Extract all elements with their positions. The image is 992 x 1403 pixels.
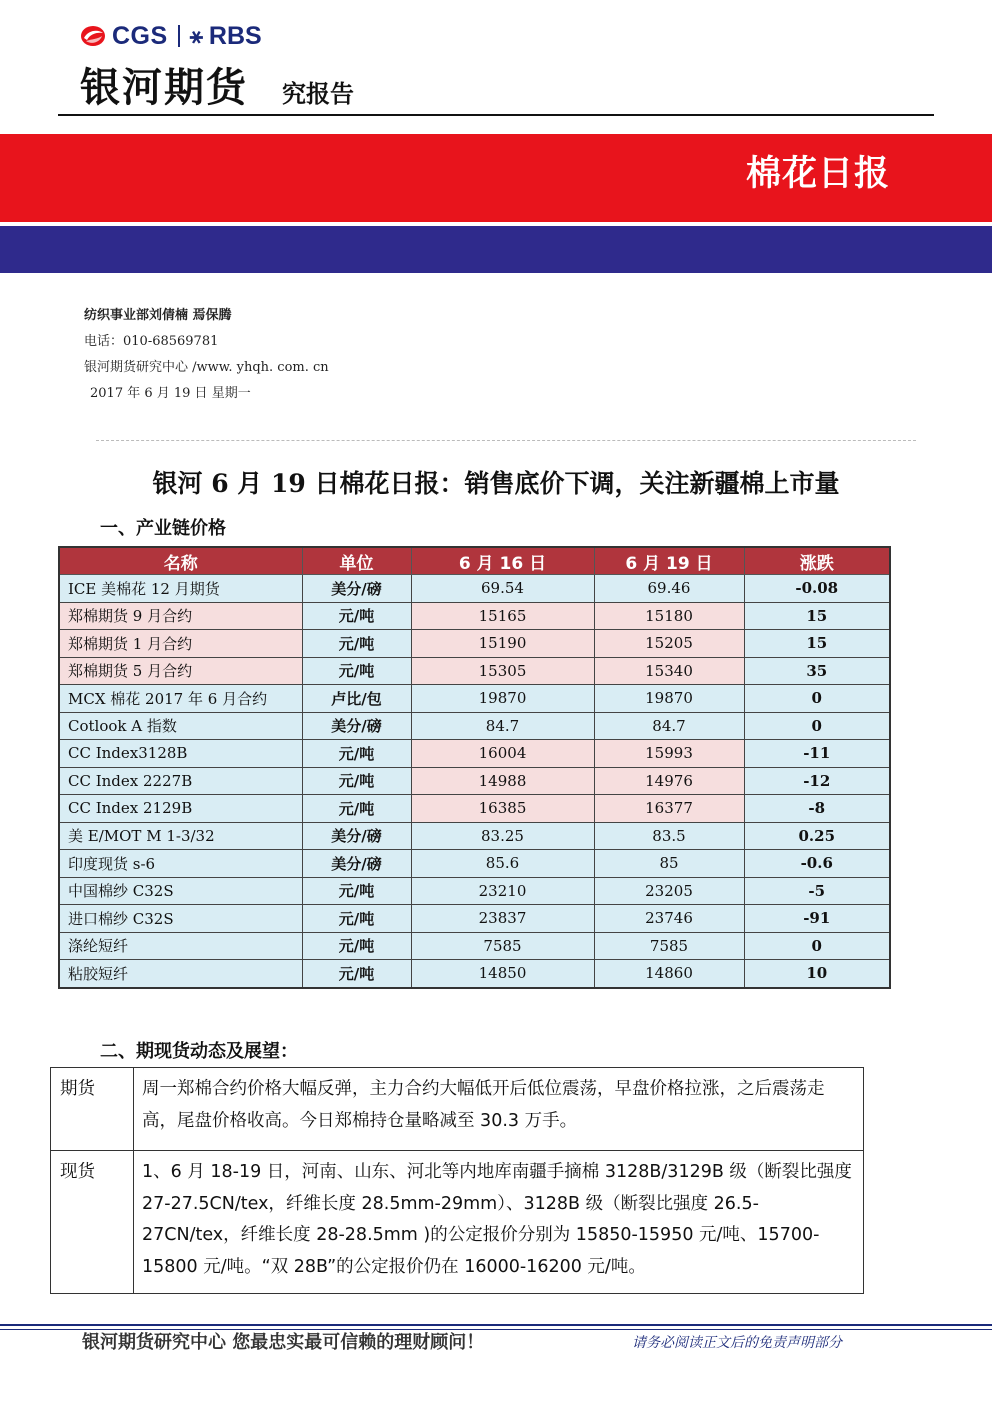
row-name: CC Index 2227B (59, 767, 302, 795)
price-row (59, 822, 890, 850)
row-name: 美 E/MOT M 1-3/32 (59, 822, 302, 850)
price-row (59, 767, 890, 795)
row-change: 15 (744, 630, 890, 658)
price-row (59, 602, 890, 630)
outlook-text: 1、6 月 18-19 日，河南、山东、河北等内地库南疆手摘棉 3128B/3129B 级（断裂比强度 27-27.5CN/tex，纤维长度 28.5mm-29mm）、3128B 级（断裂比强度 26.5-27CN/tex，纤维长度 28-28.5mm )的公定报价分别为 15850-15950 元/吨、15700-15800 元/吨。“双 28B”的公定报价仍在 16000-16200 元/吨。 (134, 1151, 864, 1294)
cgs-logo-icon (80, 25, 106, 47)
brand-name: 银河期货 (80, 65, 248, 111)
row-change: -5 (744, 877, 890, 905)
row-value-jun16: 14850 (411, 960, 594, 988)
author-department: 纺织事业部刘倩楠 焉保腾 (84, 308, 232, 323)
row-change: 15 (744, 602, 890, 630)
column-header-change: 涨跌 (744, 547, 890, 575)
row-value-jun16: 16385 (411, 795, 594, 823)
outlook-row-spot (51, 1151, 864, 1294)
price-row (59, 905, 890, 933)
row-name: CC Index 2129B (59, 795, 302, 823)
row-unit: 元/吨 (302, 767, 411, 795)
price-row (59, 932, 890, 960)
row-name: MCX 棉花 2017 年 6 月合约 (59, 685, 302, 713)
price-row (59, 657, 890, 685)
dashed-divider (96, 440, 916, 441)
row-name: Cotlook A 指数 (59, 712, 302, 740)
price-row (59, 740, 890, 768)
price-row (59, 712, 890, 740)
row-value-jun19: 15993 (594, 740, 744, 768)
row-unit: 元/吨 (302, 630, 411, 658)
outlook-row-futures (51, 1068, 864, 1151)
row-unit: 元/吨 (302, 932, 411, 960)
row-value-jun19: 83.5 (594, 822, 744, 850)
row-value-jun19: 23205 (594, 877, 744, 905)
row-unit: 元/吨 (302, 795, 411, 823)
row-unit: 元/吨 (302, 657, 411, 685)
row-value-jun19: 15180 (594, 602, 744, 630)
row-name: 印度现货 s-6 (59, 850, 302, 878)
row-change: -0.08 (744, 575, 890, 603)
rbs-logo-icon: ⚹ (189, 23, 203, 49)
row-change: -0.6 (744, 850, 890, 878)
row-value-jun19: 15340 (594, 657, 744, 685)
row-name: 粘胶短纤 (59, 960, 302, 988)
row-name: ICE 美棉花 12 月期货 (59, 575, 302, 603)
row-change: 35 (744, 657, 890, 685)
price-table-body (59, 575, 890, 988)
research-center-site: 银河期货研究中心 /www. yhqh. com. cn (84, 360, 329, 375)
price-table-header-row (59, 547, 890, 575)
row-name: 郑棉期货 5 月合约 (59, 657, 302, 685)
section-heading-prices: 一、产业链价格 (100, 518, 226, 539)
row-change: -91 (744, 905, 890, 933)
row-value-jun19: 84.7 (594, 712, 744, 740)
row-name: CC Index3128B (59, 740, 302, 768)
author-phone: 电话：010-68569781 (84, 334, 219, 349)
column-header-jun19: 6 月 19 日 (594, 547, 744, 575)
price-row (59, 630, 890, 658)
price-row (59, 795, 890, 823)
outlook-label: 现货 (51, 1151, 134, 1294)
row-value-jun16: 15305 (411, 657, 594, 685)
row-change: -8 (744, 795, 890, 823)
row-value-jun16: 15190 (411, 630, 594, 658)
row-change: 0 (744, 932, 890, 960)
outlook-text: 周一郑棉合约价格大幅反弹，主力合约大幅低开后低位震荡，早盘价格拉涨，之后震荡走高，尾盘价格收高。今日郑棉持仓量略减至 30.3 万手。 (134, 1068, 864, 1151)
column-header-unit: 单位 (302, 547, 411, 575)
row-change: -11 (744, 740, 890, 768)
column-header-jun16: 6 月 16 日 (411, 547, 594, 575)
price-row (59, 877, 890, 905)
row-unit: 元/吨 (302, 877, 411, 905)
row-unit: 卢比/包 (302, 685, 411, 713)
row-value-jun16: 85.6 (411, 850, 594, 878)
row-value-jun19: 15205 (594, 630, 744, 658)
row-unit: 美分/磅 (302, 822, 411, 850)
footer-divider (0, 1324, 992, 1326)
row-name: 中国棉纱 C32S (59, 877, 302, 905)
row-value-jun19: 14860 (594, 960, 744, 988)
row-value-jun19: 7585 (594, 932, 744, 960)
row-value-jun16: 23210 (411, 877, 594, 905)
row-unit: 美分/磅 (302, 712, 411, 740)
row-change: 10 (744, 960, 890, 988)
row-value-jun16: 69.54 (411, 575, 594, 603)
row-value-jun19: 23746 (594, 905, 744, 933)
report-type: 究报告 (282, 80, 354, 108)
row-change: 0 (744, 685, 890, 713)
price-row (59, 960, 890, 988)
row-value-jun16: 15165 (411, 602, 594, 630)
row-unit: 美分/磅 (302, 575, 411, 603)
cgs-logo-text: CGS (112, 21, 168, 50)
outlook-label: 期货 (51, 1068, 134, 1151)
logo-row (80, 22, 262, 50)
row-name: 郑棉期货 1 月合约 (59, 630, 302, 658)
report-date: 2017 年 6 月 19 日 星期一 (90, 386, 251, 401)
row-change: 0 (744, 712, 890, 740)
banner-blue-band (0, 226, 992, 273)
column-header-name: 名称 (59, 547, 302, 575)
row-value-jun19: 14976 (594, 767, 744, 795)
row-name: 郑棉期货 9 月合约 (59, 602, 302, 630)
row-change: -12 (744, 767, 890, 795)
logo-separator (178, 25, 180, 47)
header-divider (58, 114, 934, 116)
row-value-jun16: 14988 (411, 767, 594, 795)
row-unit: 元/吨 (302, 960, 411, 988)
rbs-logo-text: RBS (208, 21, 262, 50)
row-value-jun19: 16377 (594, 795, 744, 823)
row-name: 涤纶短纤 (59, 932, 302, 960)
row-value-jun16: 7585 (411, 932, 594, 960)
row-unit: 元/吨 (302, 602, 411, 630)
section-heading-outlook: 二、期现货动态及展望： (100, 1041, 298, 1062)
row-value-jun16: 16004 (411, 740, 594, 768)
main-title: 银河 6 月 19 日棉花日报：销售底价下调，关注新疆棉上市量 (152, 469, 840, 498)
price-row (59, 685, 890, 713)
banner-title: 棉花日报 (745, 154, 890, 194)
row-value-jun19: 69.46 (594, 575, 744, 603)
row-unit: 元/吨 (302, 740, 411, 768)
footer-slogan: 银河期货研究中心 您最忠实最可信赖的理财顾问！ (82, 1332, 485, 1353)
price-row (59, 850, 890, 878)
row-unit: 美分/磅 (302, 850, 411, 878)
row-value-jun16: 83.25 (411, 822, 594, 850)
price-row (59, 575, 890, 603)
outlook-table (50, 1067, 864, 1294)
price-table (58, 546, 891, 989)
footer-disclaimer-note: 请务必阅读正文后的免责声明部分 (632, 1335, 842, 1351)
row-value-jun19: 19870 (594, 685, 744, 713)
row-unit: 元/吨 (302, 905, 411, 933)
row-change: 0.25 (744, 822, 890, 850)
row-value-jun16: 23837 (411, 905, 594, 933)
row-value-jun19: 85 (594, 850, 744, 878)
row-value-jun16: 19870 (411, 685, 594, 713)
row-name: 进口棉纱 C32S (59, 905, 302, 933)
row-value-jun16: 84.7 (411, 712, 594, 740)
